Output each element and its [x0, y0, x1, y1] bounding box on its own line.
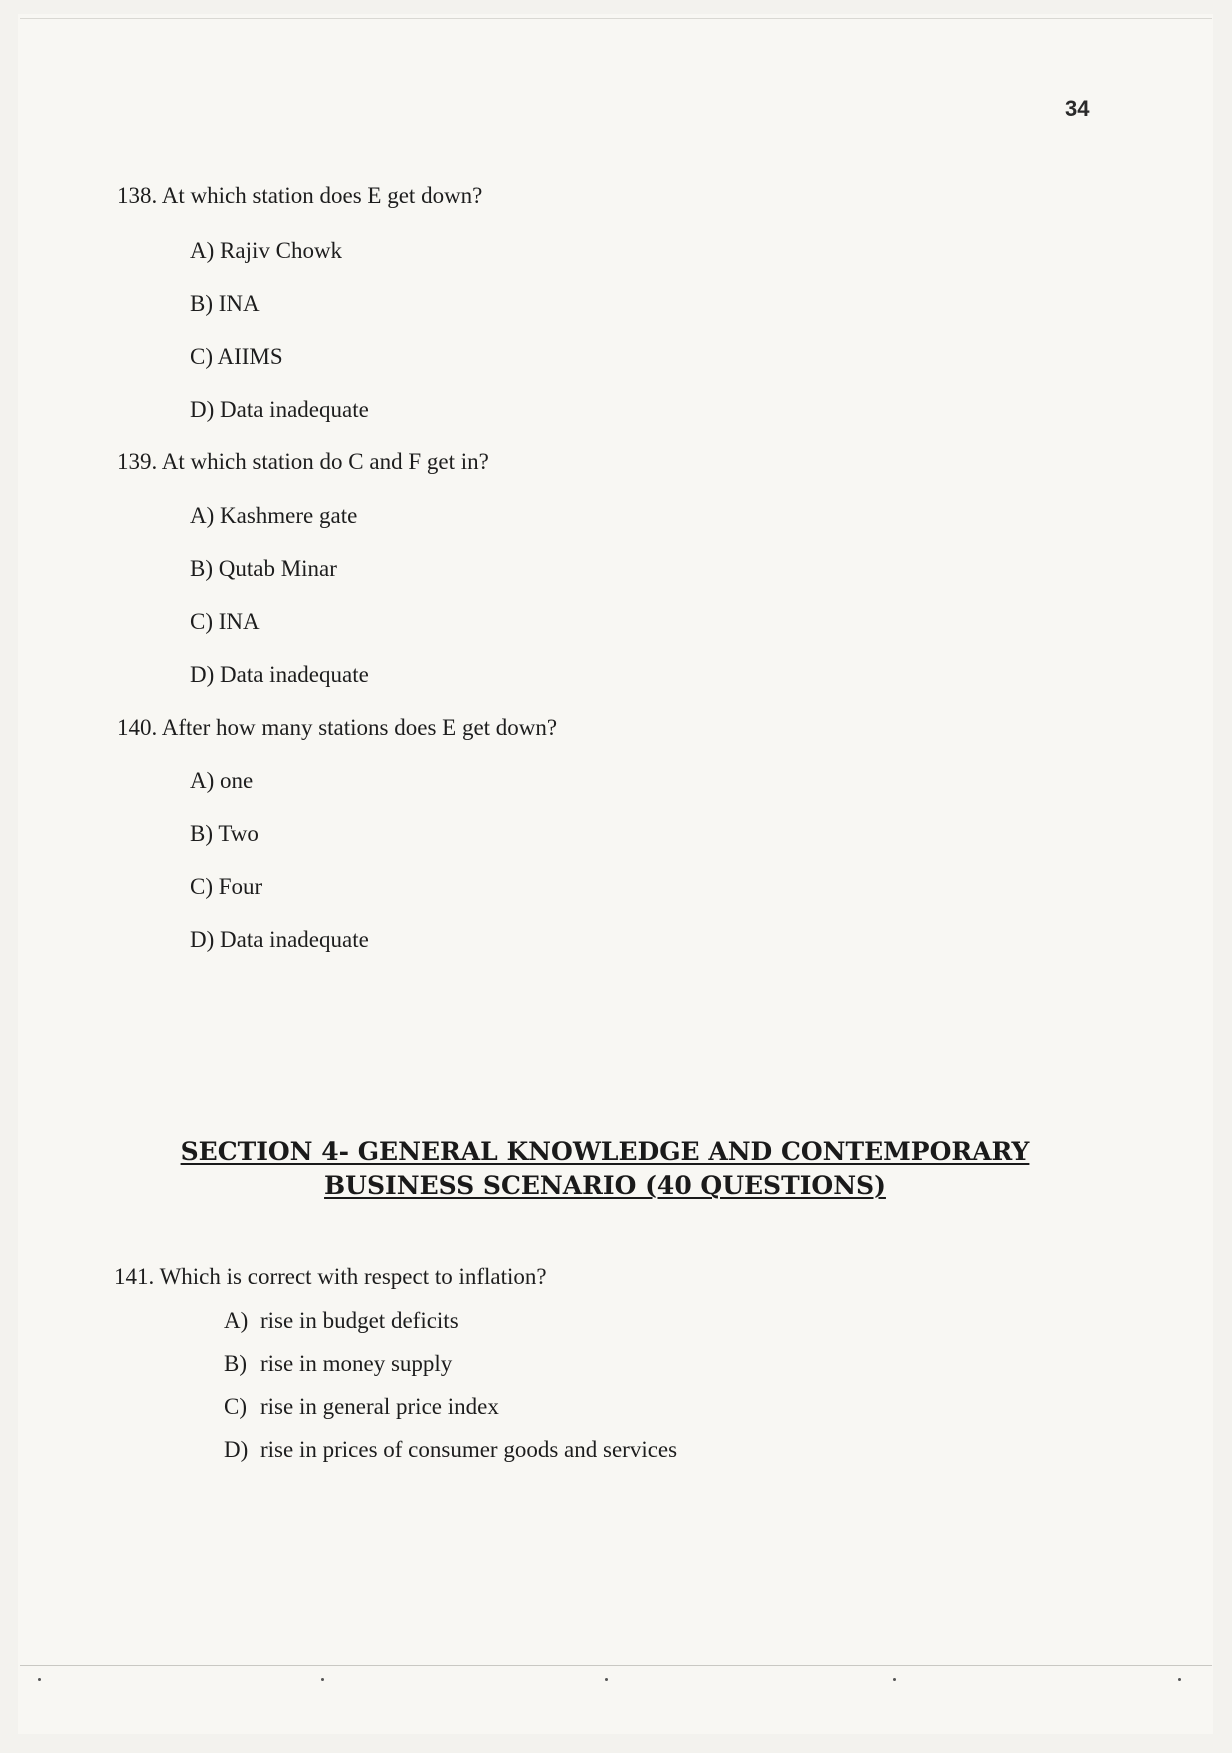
option-139-c: C) INA [190, 609, 260, 634]
scan-speck [605, 1678, 608, 1681]
option-letter: D) [224, 1437, 249, 1462]
section-heading-line-2: BUSINESS SCENARIO (40 QUESTIONS) [324, 1171, 886, 1200]
option-letter: C) [224, 1394, 247, 1419]
option-140-a: A) one [190, 768, 254, 793]
scan-speck [1178, 1678, 1181, 1681]
bottom-divider [20, 1665, 1212, 1666]
option-letter: A) [224, 1308, 249, 1333]
option-141-c [224, 1394, 499, 1420]
question-141: 141. Which is correct with respect to inflation? [114, 1264, 547, 1289]
option-letter: B) [224, 1351, 247, 1376]
scan-speck [893, 1678, 896, 1681]
option-138-d: D) Data inadequate [190, 397, 369, 422]
option-text: rise in money supply [260, 1351, 453, 1376]
option-text: rise in prices of consumer goods and services [260, 1437, 678, 1462]
top-divider [20, 18, 1212, 19]
scan-speck [321, 1678, 324, 1681]
option-141-a [224, 1308, 459, 1334]
option-text: rise in budget deficits [260, 1308, 459, 1333]
option-138-b: B) INA [190, 291, 260, 316]
option-138-a: A) Rajiv Chowk [190, 238, 343, 263]
option-141-d [224, 1437, 677, 1463]
page-number: 34 [1065, 96, 1090, 121]
question-138: 138. At which station does E get down? [117, 183, 483, 208]
option-140-c: C) Four [190, 874, 263, 899]
option-140-d: D) Data inadequate [190, 927, 369, 952]
option-139-a: A) Kashmere gate [190, 503, 358, 528]
scan-speck [38, 1678, 41, 1681]
section-heading-line-1: SECTION 4- GENERAL KNOWLEDGE AND CONTEMPORARY [180, 1137, 1030, 1166]
option-139-b: B) Qutab Minar [190, 556, 337, 581]
question-140: 140. After how many stations does E get down? [117, 715, 558, 740]
option-138-c: C) AIIMS [190, 344, 283, 369]
option-140-b: B) Two [190, 821, 259, 846]
section-heading [150, 1135, 1060, 1203]
option-141-b [224, 1351, 452, 1377]
option-139-d: D) Data inadequate [190, 662, 369, 687]
question-139: 139. At which station do C and F get in? [117, 449, 489, 474]
option-text: rise in general price index [260, 1394, 499, 1419]
